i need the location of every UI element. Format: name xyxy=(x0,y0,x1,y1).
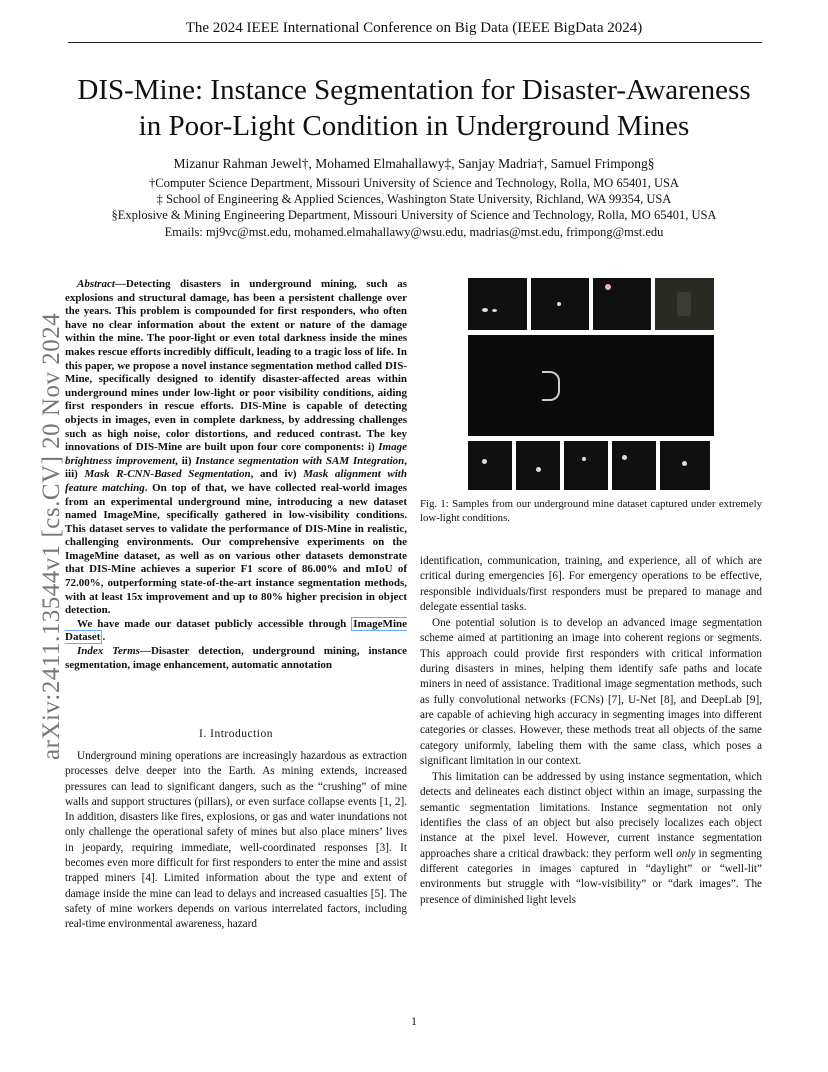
affiliation-2: ‡ School of Engineering & Applied Sciences, Washington State University, Richland, WA 99354, USA xyxy=(156,192,672,206)
paper-title xyxy=(40,72,788,144)
intro-right-column xyxy=(420,554,762,908)
section-heading: I. Introduction xyxy=(199,728,273,740)
dataset-link[interactable]: ImageMine Dataset xyxy=(65,617,407,644)
mine-sample-image xyxy=(612,441,656,490)
mine-sample-image-wide xyxy=(468,335,714,436)
mine-sample-image xyxy=(516,441,560,490)
arxiv-sidebar xyxy=(0,0,65,1072)
mine-sample-image xyxy=(660,441,710,490)
intro-left-paragraph: Underground mining operations are increasingly hazardous as extraction processes delve deeper into the Earth. As mining extends, increased pressures can lead to significant dangers, such as the “crushing” of mine walls and support structures (pillars), or even surface collapse events [1, 2]. In addition, disasters like fires, explosions, or gas and water inundations not only challenge the operational safety of mines but also place miners’ lives in jeopardy, requiring immediate, well-coordinated responses [3]. It becomes even more difficult for first responders to enter the mine and assist trapped miners [4]. Limited information about the type and extent of damage inside the mine can lead to delays and increased casualties [5]. The safety of mine workers depends on various interrelated factors, including real-time environmental awareness, hazard xyxy=(65,750,407,931)
mine-sample-image xyxy=(531,278,589,330)
conference-header: The 2024 IEEE International Conference on Big Data (IEEE BigData 2024) xyxy=(185,20,643,36)
affiliation-1: †Computer Science Department, Missouri University of Science and Technology, Rolla, MO 65401, USA xyxy=(149,176,679,190)
abstract: Abstract—Detecting disasters in underground mining, such as explosions and structural damage, has been a persistent challenge over the years. This problem is compounded for first responders, who often have no clear information about the extent or nature of the damage within the mine. The poor-light or even total darkness inside the mines makes rescue efforts incredibly difficult, leading to a tragic loss of life. In this paper, we propose a novel instance segmentation method called DIS-Mine, specifically designed to identify disaster-affected areas within underground mines under low-light or poor visibility conditions, aiding first responders in rescue efforts. DIS-Mine is capable of detecting objects in images, even in complete darkness, by addressing challenges such as high noise, color distortions, and reduced contrast. The key innovations of DIS-Mine are built upon four core components: i) Image brightness improvement, ii) Instance segmentation with SAM Integration, iii) Mask R-CNN-Based Segmentation, and iv) Mask alignment with feature matching. On top of that, we have collected real-world images from an experimental underground mine, introducing a new dataset named ImageMine, specifically gathered in low-visibility conditions. This dataset serves to validate the performance of DIS-Mine in realistic, challenging environments. Our comprehensive experiments on the ImageMine dataset, as well as on various other datasets demonstrate that DIS-Mine achieves a superior F1 score of 86.00% and mIoU of 72.00%, outperforming state-of-the-art instance segmentation methods, with at least 15x improvement and up to 80% higher precision in object detection. We have made our dataset publicly accessible through ImageMine Dataset . Index Terms—Disaster detection, underground mining, instance segmentation, image enhancement, automatic annotation xyxy=(65,278,408,671)
mine-sample-image xyxy=(468,441,512,490)
mine-sample-image xyxy=(564,441,608,490)
index-terms: —Disaster detection, underground mining, instance segmentation, image enhancement, automatic annotation xyxy=(65,645,407,671)
figure-1 xyxy=(468,278,714,490)
emails: Emails: mj9vc@mst.edu, mohamed.elmahallawy@wsu.edu, madrias@mst.edu, frimpong@mst.edu xyxy=(164,225,664,239)
right-paragraph-1: identification, communication, training, and experience, all of which are critical during emergencies [6]. For emergency operations to be effective, responsible individuals/first responders must be prepared to manage and delegate essential tasks. xyxy=(420,555,762,613)
mine-sample-image xyxy=(655,278,714,330)
abstract-label: Abstract xyxy=(77,278,115,290)
page-number: 1 xyxy=(411,1014,417,1028)
mine-sample-image xyxy=(468,278,527,330)
index-terms-label: Index Terms xyxy=(77,645,140,658)
figure-caption: Fig. 1: Samples from our underground mine dataset captured under extremely low-light conditions. xyxy=(420,498,762,524)
mine-sample-image xyxy=(593,278,651,330)
title-line-2: in Poor-Light Condition in Underground Mines xyxy=(138,110,690,142)
affiliation-3: §Explosive & Mining Engineering Department, Missouri University of Science and Technology, Rolla, MO 65401, USA xyxy=(111,208,717,222)
author-list: Mizanur Rahman Jewel†, Mohamed Elmahallawy‡, Sanjay Madria†, Samuel Frimpong§ xyxy=(173,156,655,171)
arxiv-id: arXiv:2411.13544v1 [cs.CV] 20 Nov 2024 xyxy=(38,312,65,760)
right-paragraph-3: This limitation can be addressed by using instance segmentation, which detects and delineates each distinct object within an image, surpassing the semantic segmentation limitations. Instance segmentation not only identifies the class of an object but also precisely localizes each object instance at the pixel level. However, current instance segmentation approaches share a critical drawback: they perform well only in segmenting different categories in images captured in “daylight” or “well-lit” environments but struggle with “low-visibility” or “dark images”. The presence of diminished light levels xyxy=(420,771,763,906)
right-paragraph-2: One potential solution is to develop an advanced image segmentation scheme aimed at partitioning an image into coherent regions or segments. This approach could provide first responders with critical information during disasters in mines, helping them identify safe paths and locate miners in need of assistance. Traditional image segmentation methods, such as fully convolutional networks (FCNs) [7], U-Net [8], and DeepLab [9], are capable of achieving high accuracy in segmenting images into different categories or classes. However, these methods treat all objects of the same category uniformly, labeling them with the same class, which poses a significant limitation in our context. xyxy=(420,617,762,767)
header-rule xyxy=(68,42,762,43)
title-line-1: DIS-Mine: Instance Segmentation for Disaster-Awareness xyxy=(77,74,751,106)
